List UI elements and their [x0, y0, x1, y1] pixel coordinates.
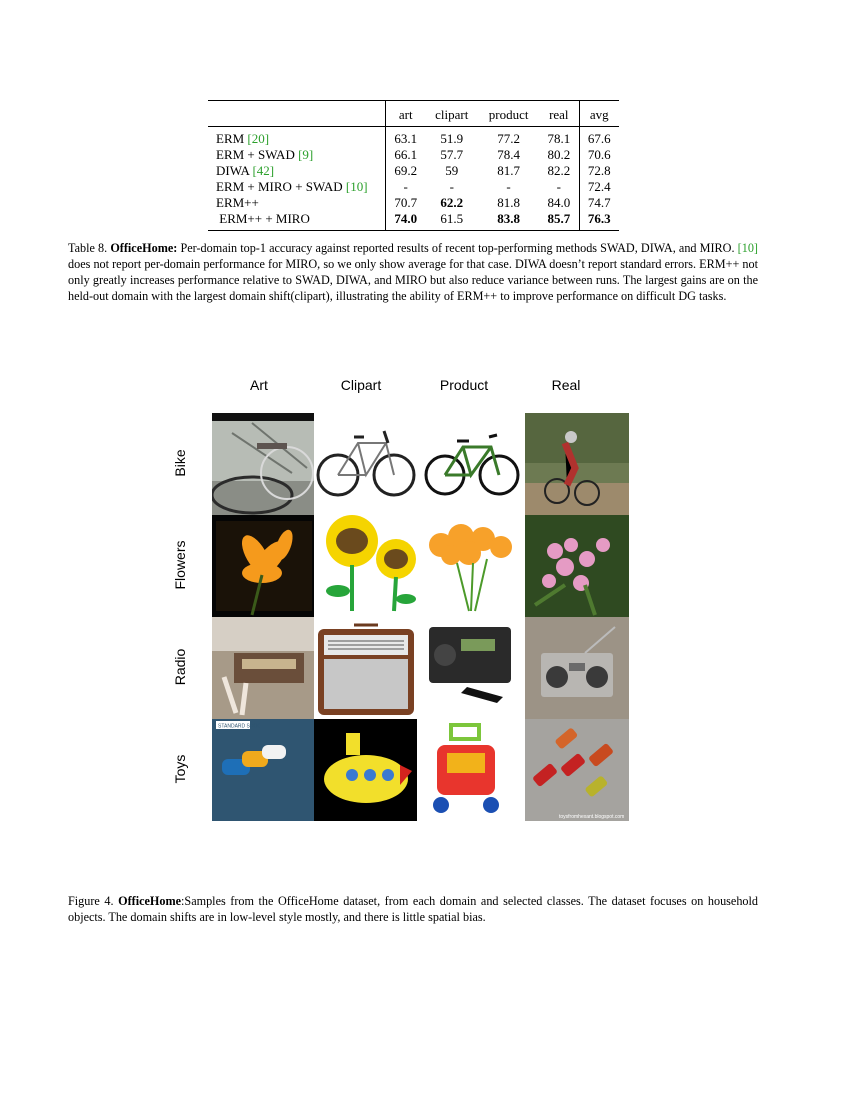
- value-cell: 69.2: [394, 163, 418, 178]
- figure-caption: [68, 893, 758, 925]
- column-label-real: Real: [551, 377, 581, 393]
- value-cell: 63.1: [394, 131, 418, 146]
- citation-link[interactable]: [10]: [737, 241, 758, 255]
- image-flowers-clipart: [314, 515, 418, 617]
- citation-link[interactable]: [10]: [345, 179, 368, 194]
- avg-cell: 72.4: [587, 179, 611, 194]
- image-toys-real: [525, 719, 629, 821]
- column-label-art: Art: [250, 377, 268, 393]
- value-cell: 78.1: [539, 127, 579, 148]
- citation-link[interactable]: [20]: [247, 131, 270, 146]
- column-label-clipart: Clipart: [340, 377, 382, 393]
- method-name: ERM + MIRO + SWAD: [216, 179, 346, 194]
- value-cell: 77.2: [497, 131, 520, 146]
- row-label-bike: [172, 413, 188, 513]
- image-radio-clipart: [314, 617, 418, 719]
- value-cell: 78.4: [497, 147, 520, 162]
- value-cell: 51.9: [440, 131, 464, 146]
- method-name: ERM++: [216, 195, 259, 210]
- method-name: DIWA: [216, 163, 253, 178]
- value-cell: 61.5: [440, 211, 464, 226]
- header-real: real: [539, 101, 579, 127]
- value-cell-best: 83.8: [497, 211, 520, 226]
- watermark-text: toysfromhexant.blogspot.com: [559, 814, 625, 820]
- caption-text: Per-domain top-1 accuracy against reported results of recent top-performing methods SWAD, DIWA, and MIRO.: [177, 241, 738, 255]
- value-cell: -: [539, 179, 579, 195]
- image-bike-art: [212, 413, 316, 515]
- row-label-text: Radio: [172, 648, 188, 686]
- value-cell: 66.1: [394, 147, 418, 162]
- value-cell: 70.7: [394, 195, 418, 210]
- image-bike-product: [417, 413, 521, 515]
- header-product: product: [488, 106, 529, 122]
- citation-link[interactable]: [9]: [298, 147, 314, 162]
- method-name: ERM: [216, 131, 248, 146]
- value-cell: -: [403, 179, 408, 194]
- value-cell: 80.2: [539, 147, 579, 163]
- value-cell-best: 85.7: [539, 211, 579, 231]
- row-label-flowers: [172, 515, 188, 615]
- image-bike-real: [525, 413, 629, 515]
- image-bike-clipart: [314, 413, 418, 515]
- method-name: ERM++ + MIRO: [216, 211, 310, 226]
- avg-cell: 72.8: [587, 163, 611, 178]
- method-name: ERM + SWAD: [216, 147, 299, 162]
- header-art: art: [398, 106, 413, 122]
- row-label-text: Bike: [172, 449, 188, 477]
- header-clipart: clipart: [435, 106, 469, 122]
- value-cell-best: 62.2: [440, 195, 464, 210]
- image-radio-art: [212, 617, 316, 719]
- image-toys-clipart: [314, 719, 418, 821]
- column-label-product: Product: [439, 377, 489, 393]
- value-cell: 57.7: [440, 147, 464, 162]
- image-flowers-product: [417, 515, 521, 617]
- caption-label: Figure 4.: [68, 894, 119, 908]
- citation-link[interactable]: [42]: [252, 163, 275, 178]
- value-cell-best: 74.0: [394, 211, 418, 226]
- caption-text: :Samples from the OfficeHome dataset, from each domain and selected classes. The dataset focuses on household objects. The domain shifts are in low-level style mostly, and there is little spatial bias.: [68, 894, 758, 924]
- value-cell: 59: [445, 163, 459, 178]
- row-label-text: Toys: [172, 754, 188, 784]
- caption-bold-title: OfficeHome: [118, 894, 182, 908]
- value-cell: 81.8: [497, 195, 520, 210]
- avg-cell: 67.6: [587, 131, 611, 146]
- image-flowers-real: [525, 515, 629, 617]
- row-label-radio: [172, 617, 188, 717]
- image-toys-art: [212, 719, 316, 821]
- image-radio-real: [525, 617, 629, 719]
- avg-cell: 70.6: [587, 147, 611, 162]
- image-toys-product: [417, 719, 521, 821]
- image-radio-product: [417, 617, 521, 719]
- caption-text: does not report per-domain performance for MIRO, so we only show average for that case. DIWA doesn’t report standard errors. ERM++ not only greatly increases performance relative to SWAD, DIWA, and MIRO but also reduce variance between runs. The largest gains are on the held-out domain with the largest domain shift(clipart), illustrating the ability of ERM++ to improve performance on difficult DG tasks.: [68, 257, 758, 303]
- header-avg: avg: [589, 106, 609, 122]
- avg-cell: 74.7: [587, 195, 611, 210]
- row-label-toys: [172, 719, 188, 819]
- sticker-text: STANDARD SHOE: [218, 723, 261, 730]
- value-cell: 84.0: [539, 195, 579, 211]
- value-cell: -: [506, 179, 511, 194]
- avg-cell-best: 76.3: [587, 211, 611, 226]
- row-label-text: Flowers: [172, 540, 188, 590]
- image-flowers-art: [212, 515, 316, 617]
- value-cell: 82.2: [539, 163, 579, 179]
- caption-bold-title: OfficeHome:: [110, 241, 178, 255]
- caption-label: Table 8.: [68, 241, 111, 255]
- value-cell: 81.7: [497, 163, 520, 178]
- value-cell: -: [449, 179, 454, 194]
